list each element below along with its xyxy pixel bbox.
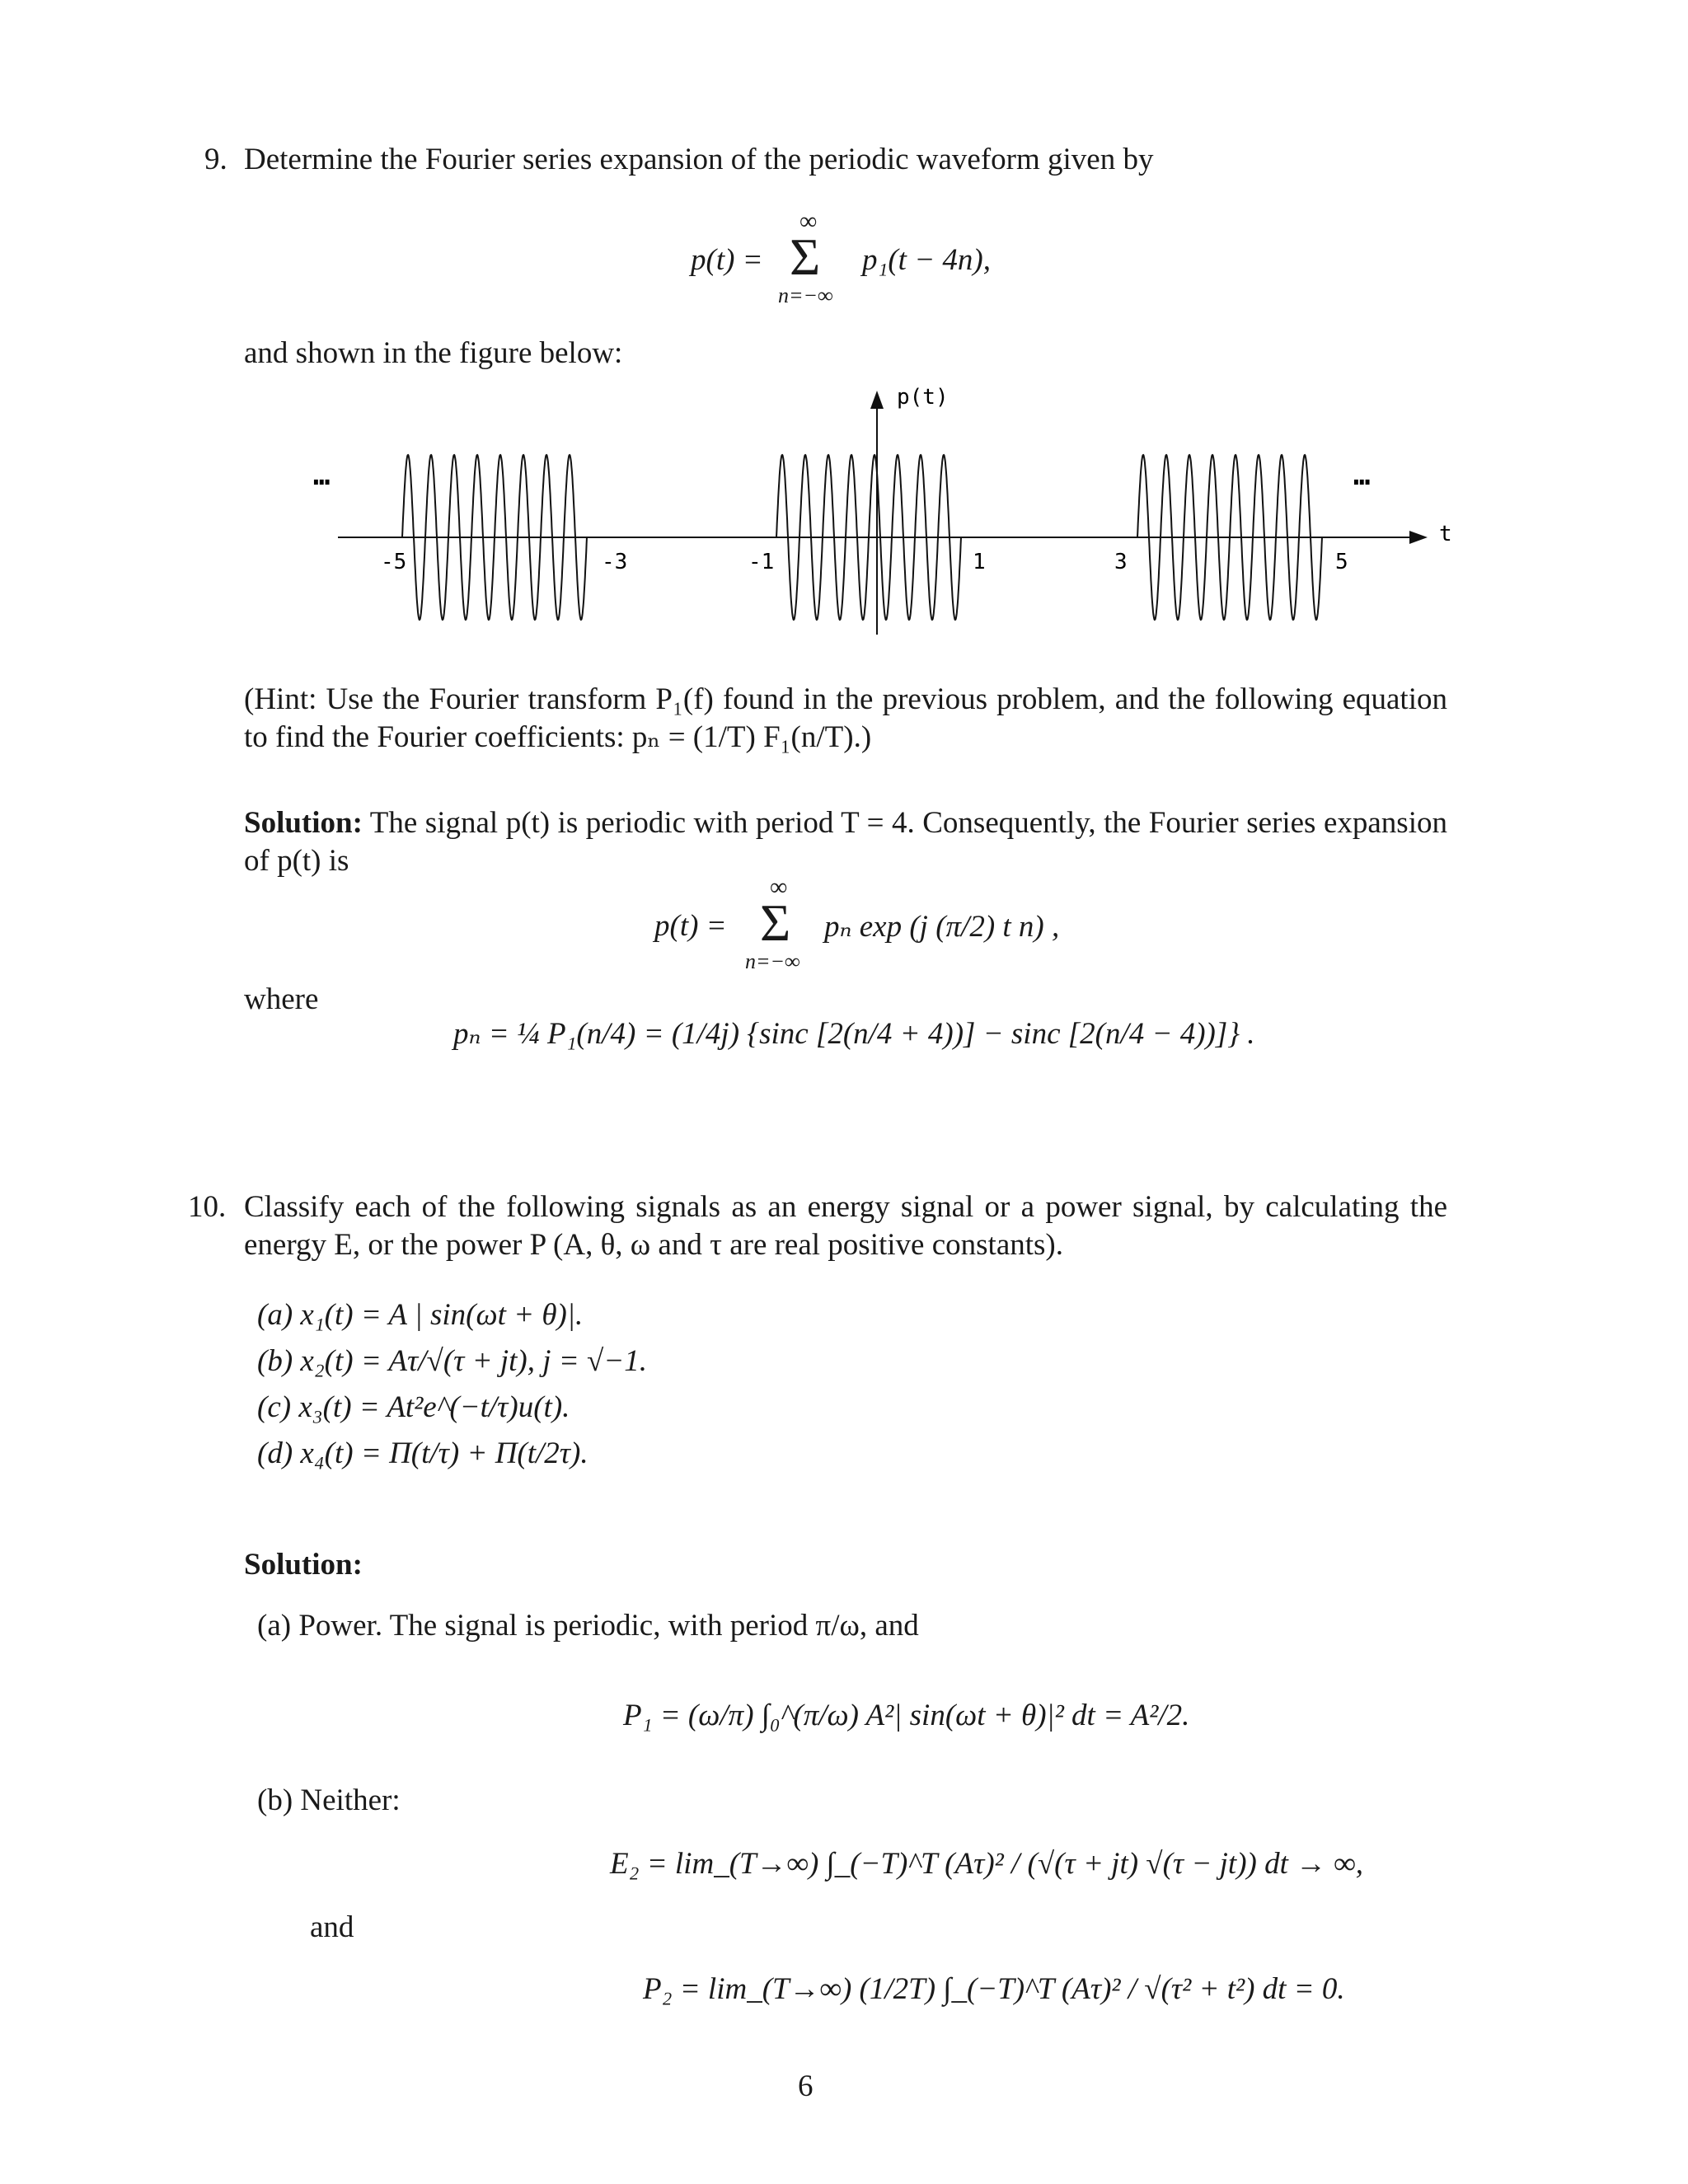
y-axis-label: p(t) (897, 385, 949, 410)
left-ellipsis: … (313, 459, 331, 492)
solution-10a-text: (a) Power. The signal is periodic, with period π/ω, and (257, 1609, 919, 1643)
tick-label-minus3: -3 (602, 550, 628, 574)
fourier-coefficient-equation: pₙ = ¼ P₁(n/4) = (1/4j) {sinc [2(n/4 + 4))] − sinc [2(n/4 − 4))]} . (453, 1017, 1255, 1051)
page-number: 6 (798, 2069, 814, 2103)
amplitude-axis-arrow (870, 391, 884, 409)
problem-9-statement: Determine the Fourier series expansion of the periodic waveform given by (244, 143, 1154, 176)
eq-lhs: p(t) = (691, 243, 763, 277)
signal-item-d: (d) x₄(t) = Π(t/τ) + Π(t/2τ). (257, 1436, 588, 1470)
sum-upper-limit: ∞ (799, 208, 818, 235)
sum-lower-limit: n=−∞ (778, 284, 833, 307)
where-label: where (244, 982, 319, 1016)
tick-label-minus1: -1 (748, 550, 775, 574)
figure-intro: and shown in the figure below: (244, 336, 623, 370)
waveform-figure (305, 379, 1475, 643)
series-sum-upper: ∞ (770, 874, 788, 901)
sum-symbol: Σ (790, 227, 821, 286)
series-term: pₙ exp (j (π/2) t n) , (824, 910, 1060, 944)
signal-item-b: (b) x₂(t) = Aτ/√(τ + jt), j = √−1. (257, 1344, 648, 1378)
solution-10b-text: (b) Neither: (257, 1783, 401, 1817)
solution-9-label: Solution: (244, 806, 363, 840)
series-sum-lower: n=−∞ (745, 949, 800, 973)
series-sum-symbol: Σ (760, 893, 791, 952)
solution-10-label: Solution: (244, 1548, 363, 1582)
power-p2-equation: P₂ = lim_(T→∞) (1/2T) ∫_(−T)^T (Aτ)² / √(τ² + t²) dt = 0. (643, 1972, 1345, 2006)
and-label: and (310, 1910, 354, 1944)
signal-item-a: (a) x₁(t) = A | sin(ωt + θ)|. (257, 1298, 584, 1332)
energy-e2-equation: E₂ = lim_(T→∞) ∫_(−T)^T (Aτ)² / (√(τ + jt) √(τ − jt)) dt → ∞, (610, 1847, 1363, 1881)
tick-label-minus5: -5 (381, 550, 407, 574)
power-p1-equation: P₁ = (ω/π) ∫₀^(π/ω) A²| sin(ωt + θ)|² dt = A²/2. (623, 1699, 1190, 1732)
tick-label-5: 5 (1335, 550, 1348, 574)
hint-paragraph: (Hint: Use the Fourier transform P₁(f) found in the previous problem, and the following equation to find the Fourier coefficients: pₙ = (1/T) F₁(n/T).) (244, 682, 1447, 754)
eq-term: p₁(t − 4n), (862, 243, 992, 277)
signal-item-c: (c) x₃(t) = At²e^(−t/τ)u(t). (257, 1390, 570, 1424)
tick-label-1: 1 (973, 550, 986, 574)
problem-9-number: 9. (204, 143, 227, 176)
x-axis-label: t (1439, 522, 1452, 546)
right-ellipsis: … (1353, 459, 1371, 492)
solution-9-paragraph: Solution: The signal p(t) is periodic with period T = 4. Consequently, the Fourier series expansion of p(t) is (244, 806, 1447, 878)
signal-list (257, 1292, 647, 1477)
problem-10-statement: Classify each of the following signals as an energy signal or a power signal, by calculating the energy E, or the power P (A, θ, ω and τ are real positive constants). (244, 1190, 1447, 1262)
series-lhs: p(t) = (654, 909, 727, 943)
time-axis-arrow (1409, 531, 1428, 544)
problem-10-number: 10. (188, 1190, 227, 1224)
tick-label-3: 3 (1114, 550, 1128, 574)
